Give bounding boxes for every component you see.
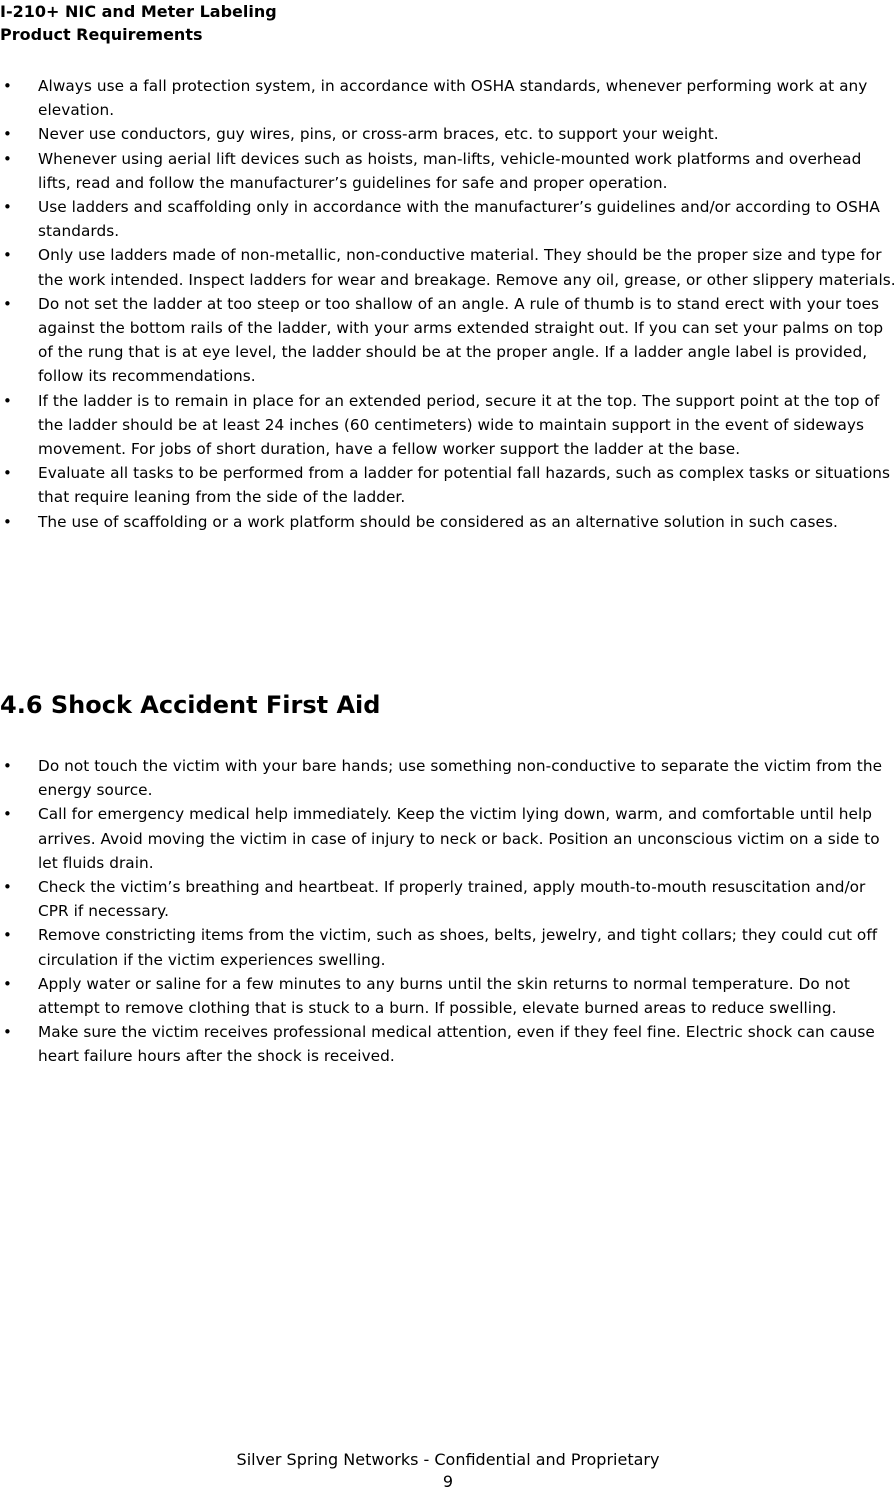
confidentiality-notice: Silver Spring Networks - Confidential and Proprietary — [236, 1450, 660, 1469]
bullet-icon: • — [3, 512, 12, 531]
list-item-text: Call for emergency medical help immediately. Keep the victim lying down, warm, and comfortable until help arrives. Avoid moving the victim in case of injury to neck or back. Position an unconscious victim on a side to let fluids drain. — [38, 805, 880, 872]
list-item-text: Apply water or saline for a few minutes to any burns until the skin returns to normal temperature. Do not attempt to remove clothing that is stuck to a burn. If possible, elevate burned areas to reduce swelling. — [38, 974, 850, 1018]
list-item — [0, 1020, 896, 1068]
list-item-text: Make sure the victim receives professional medical attention, even if they feel fine. Electric shock can cause heart failure hours after the shock is received. — [38, 1023, 875, 1066]
list-item-text: Do not set the ladder at too steep or too shallow of an angle. A rule of thumb is to stand erect with your toes against the bottom rails of the ladder, with your arms extended straight out. If you can set your palms on top of the rung that is at eye level, the ladder should be at the proper angle. If a ladder angle label is provided, follow its recommendations. — [38, 294, 884, 386]
list-item — [0, 122, 896, 146]
document-header — [0, 0, 277, 46]
list-item — [0, 292, 896, 389]
list-item-text: Use ladders and scaffolding only in accordance with the manufacturer’s guidelines and/or according to OSHA standards. — [38, 198, 880, 241]
list-item-text: Evaluate all tasks to be performed from a ladder for potential fall hazards, such as complex tasks or situations that require leaning from the side of the ladder. — [38, 464, 891, 507]
list-item — [0, 389, 896, 462]
page-footer — [0, 1449, 896, 1493]
bullet-icon: • — [3, 149, 12, 168]
bullet-icon: • — [3, 974, 12, 993]
list-item — [0, 972, 896, 1020]
bullet-icon: • — [3, 757, 12, 775]
list-item-text: Only use ladders made of non-metallic, non-conductive material. They should be the proper size and type for the work intended. Inspect ladders for wear and breakage. Remove any oil, grease, or other slippery materials. — [38, 246, 896, 289]
document-subtitle: Product Requirements — [0, 25, 203, 44]
list-item-text: The use of scaffolding or a work platform should be considered as an alternative solution in such cases. — [38, 512, 838, 531]
list-item-text: Do not touch the victim with your bare hands; use something non-conductive to separate the victim from the energy source. — [38, 757, 883, 800]
bullet-icon: • — [3, 294, 12, 313]
bullet-icon: • — [3, 246, 12, 265]
list-item — [0, 754, 896, 802]
list-item — [0, 195, 896, 243]
list-item-text: Check the victim’s breathing and heartbeat. If properly trained, apply mouth-to-mouth resuscitation and/or CPR if necessary. — [38, 878, 866, 921]
list-item-text: Always use a fall protection system, in accordance with OSHA standards, whenever performing work at any elevation. — [38, 77, 868, 120]
list-item-text: If the ladder is to remain in place for an extended period, secure it at the top. The support point at the top of the ladder should be at least 24 inches (60 centimeters) wide to maintain support in the event of sideways movement. For jobs of short duration, have a fellow worker support the ladder at the base. — [38, 391, 880, 459]
safety-bullet-list — [0, 74, 896, 534]
page-number: 9 — [442, 1472, 454, 1491]
bullet-icon: • — [3, 878, 12, 897]
list-item — [0, 147, 896, 195]
bullet-icon: • — [3, 926, 12, 945]
list-item-text: Whenever using aerial lift devices such as hoists, man-lifts, vehicle-mounted work platforms and overhead lifts, read and follow the manufacturer’s guidelines for safe and proper operation. — [38, 149, 862, 192]
list-item-text: Never use conductors, guy wires, pins, or cross-arm braces, etc. to support your weight. — [38, 125, 719, 144]
bullet-icon: • — [3, 464, 12, 483]
list-item — [0, 461, 896, 509]
bullet-icon: • — [3, 125, 12, 144]
list-item — [0, 74, 896, 122]
list-item — [0, 802, 896, 875]
bullet-icon: • — [3, 198, 12, 217]
section-heading: 4.6 Shock Accident First Aid — [0, 691, 381, 719]
list-item — [0, 510, 896, 534]
bullet-icon: • — [3, 1023, 12, 1042]
bullet-icon: • — [3, 805, 12, 824]
document-title: I-210+ NIC and Meter Labeling — [0, 2, 277, 21]
list-item — [0, 243, 896, 291]
bullet-icon: • — [3, 391, 12, 410]
list-item-text: Remove constricting items from the victim, such as shoes, belts, jewelry, and tight collars; they could cut off circulation if the victim experiences swelling. — [38, 926, 878, 969]
first-aid-bullet-list — [0, 754, 896, 1069]
list-item — [0, 875, 896, 923]
list-item — [0, 923, 896, 971]
bullet-icon: • — [3, 77, 12, 95]
